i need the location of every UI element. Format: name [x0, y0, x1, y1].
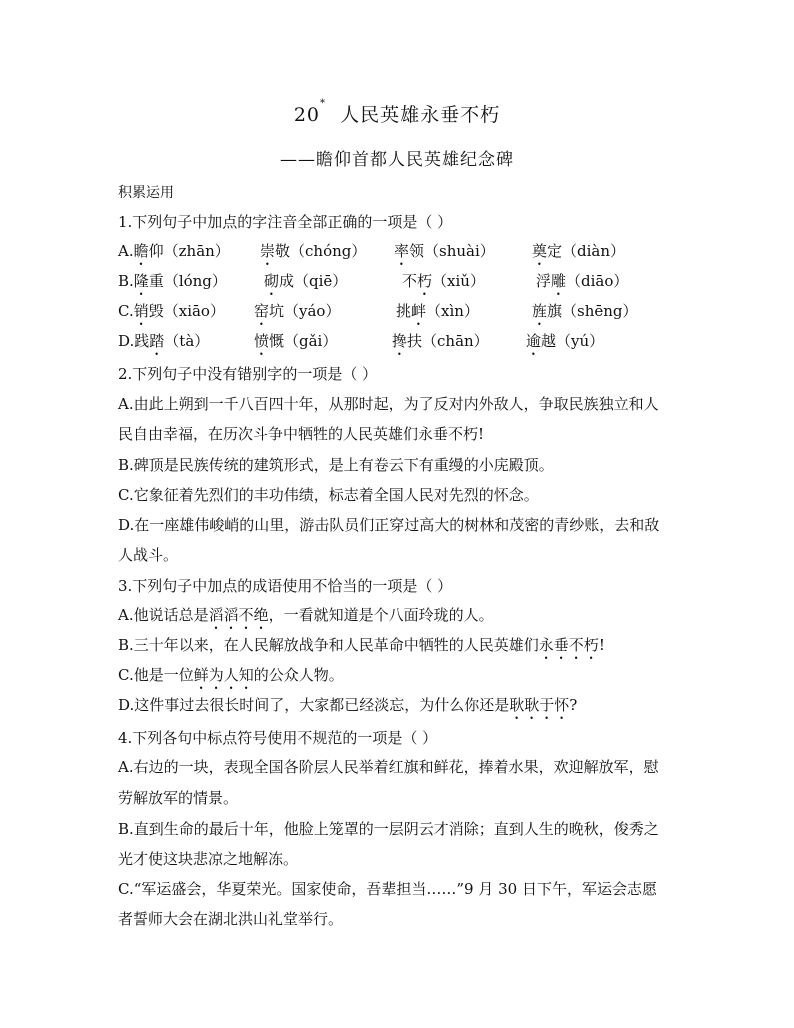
q2-line: 民自由幸福，在历次斗争中牺牲的人民英雄们永垂不朽! [118, 425, 485, 443]
q4-line: B.直到生命的最后十年，他脸上笼罩的一层阴云才消除；直到人生的晚秋，俊秀之 [118, 820, 659, 838]
q1-stem: 1.下列句子中加点的字注音全部正确的一项是（ ） [118, 213, 453, 231]
q1-d-option: 愤慨（gǎi） [254, 332, 338, 350]
q2-line: D.在一座雄伟峻峭的山里，游击队员们正穿过高大的树林和茂密的青纱账，去和敌 [118, 516, 660, 534]
q1-c-option: C.销毁（xiāo） [118, 302, 225, 320]
q3-option-b: B.三十年以来，在人民解放战争和人民革命中牺牲的人民英雄们永垂不朽! [118, 636, 605, 654]
q1-b-option: B.隆重（lóng） [118, 272, 227, 290]
q3-option-d: D.这件事过去很长时间了，大家都已经淡忘，为什么你还是耿耿于怀? [118, 696, 578, 714]
section-heading: 积累运用 [118, 185, 174, 201]
q4-line: C.“军运盛会，华夏荣光。国家使命，吾辈担当……”9 月 30 日下午，军运会志愿 [118, 880, 657, 898]
lesson-title: 人民英雄永垂不朽 [340, 104, 501, 126]
self-study-mark: * [320, 98, 327, 109]
q2-stem: 2.下列句子中没有错别字的一项是（ ） [118, 365, 378, 383]
q1-d-option: D.践踏（tà） [118, 332, 210, 350]
q3-stem: 3.下列句子中加点的成语使用不恰当的一项是（ ） [118, 577, 453, 595]
q1-b-option: 浮雕（diāo） [536, 272, 629, 290]
q2-line: C.它象征着先烈们的丰功伟绩，标志着全国人民对先烈的怀念。 [118, 486, 539, 504]
q4-stem: 4.下列各句中标点符号使用不规范的一项是（ ） [118, 729, 438, 747]
q1-a-option: 奠定（diàn） [532, 242, 626, 260]
lesson-number: 20 [293, 104, 321, 126]
q3-option-c: C.他是一位鲜为人知的公众人物。 [118, 666, 344, 684]
q4-line: 光才使这块悲凉之地解冻。 [118, 850, 299, 868]
q2-line: B.碑顶是民族传统的建筑形式，是上有卷云下有重缦的小庑殿顶。 [118, 456, 554, 474]
q1-b-option: 砌成（qiē） [264, 272, 348, 290]
q1-a-option: 率领（shuài） [394, 242, 495, 260]
q4-line: 劳解放军的情景。 [118, 789, 239, 807]
q4-line: 者誓师大会在湖北洪山礼堂举行。 [118, 910, 344, 928]
q1-d-option: 逾越（yú） [526, 332, 605, 350]
q1-c-option: 窑坑（yáo） [254, 302, 341, 320]
q3-option-a: A.他说话总是滔滔不绝，一看就知道是个八面玲珑的人。 [118, 606, 494, 624]
q1-c-option: 挑衅（xìn） [396, 302, 479, 320]
q1-d-option: 搀扶（chān） [392, 332, 489, 350]
q1-a-option: A.瞻仰（zhān） [118, 242, 230, 260]
q4-line: A.右边的一块，表现全国各阶层人民举着红旗和鲜花，捧着水果，欢迎解放军，慰 [118, 758, 659, 776]
page-title [0, 100, 794, 127]
page-subtitle: ——瞻仰首都人民英雄纪念碑 [280, 150, 514, 170]
q2-line: A.由此上朔到一千八百四十年，从那时起，为了反对内外敌人，争取民族独立和人 [118, 395, 659, 413]
q1-b-option: 不朽（xiǔ） [402, 272, 485, 290]
q1-c-option: 旌旗（shēng） [532, 302, 638, 320]
q1-a-option: 崇敬（chóng） [260, 242, 367, 260]
q2-line: 人战斗。 [118, 546, 179, 564]
